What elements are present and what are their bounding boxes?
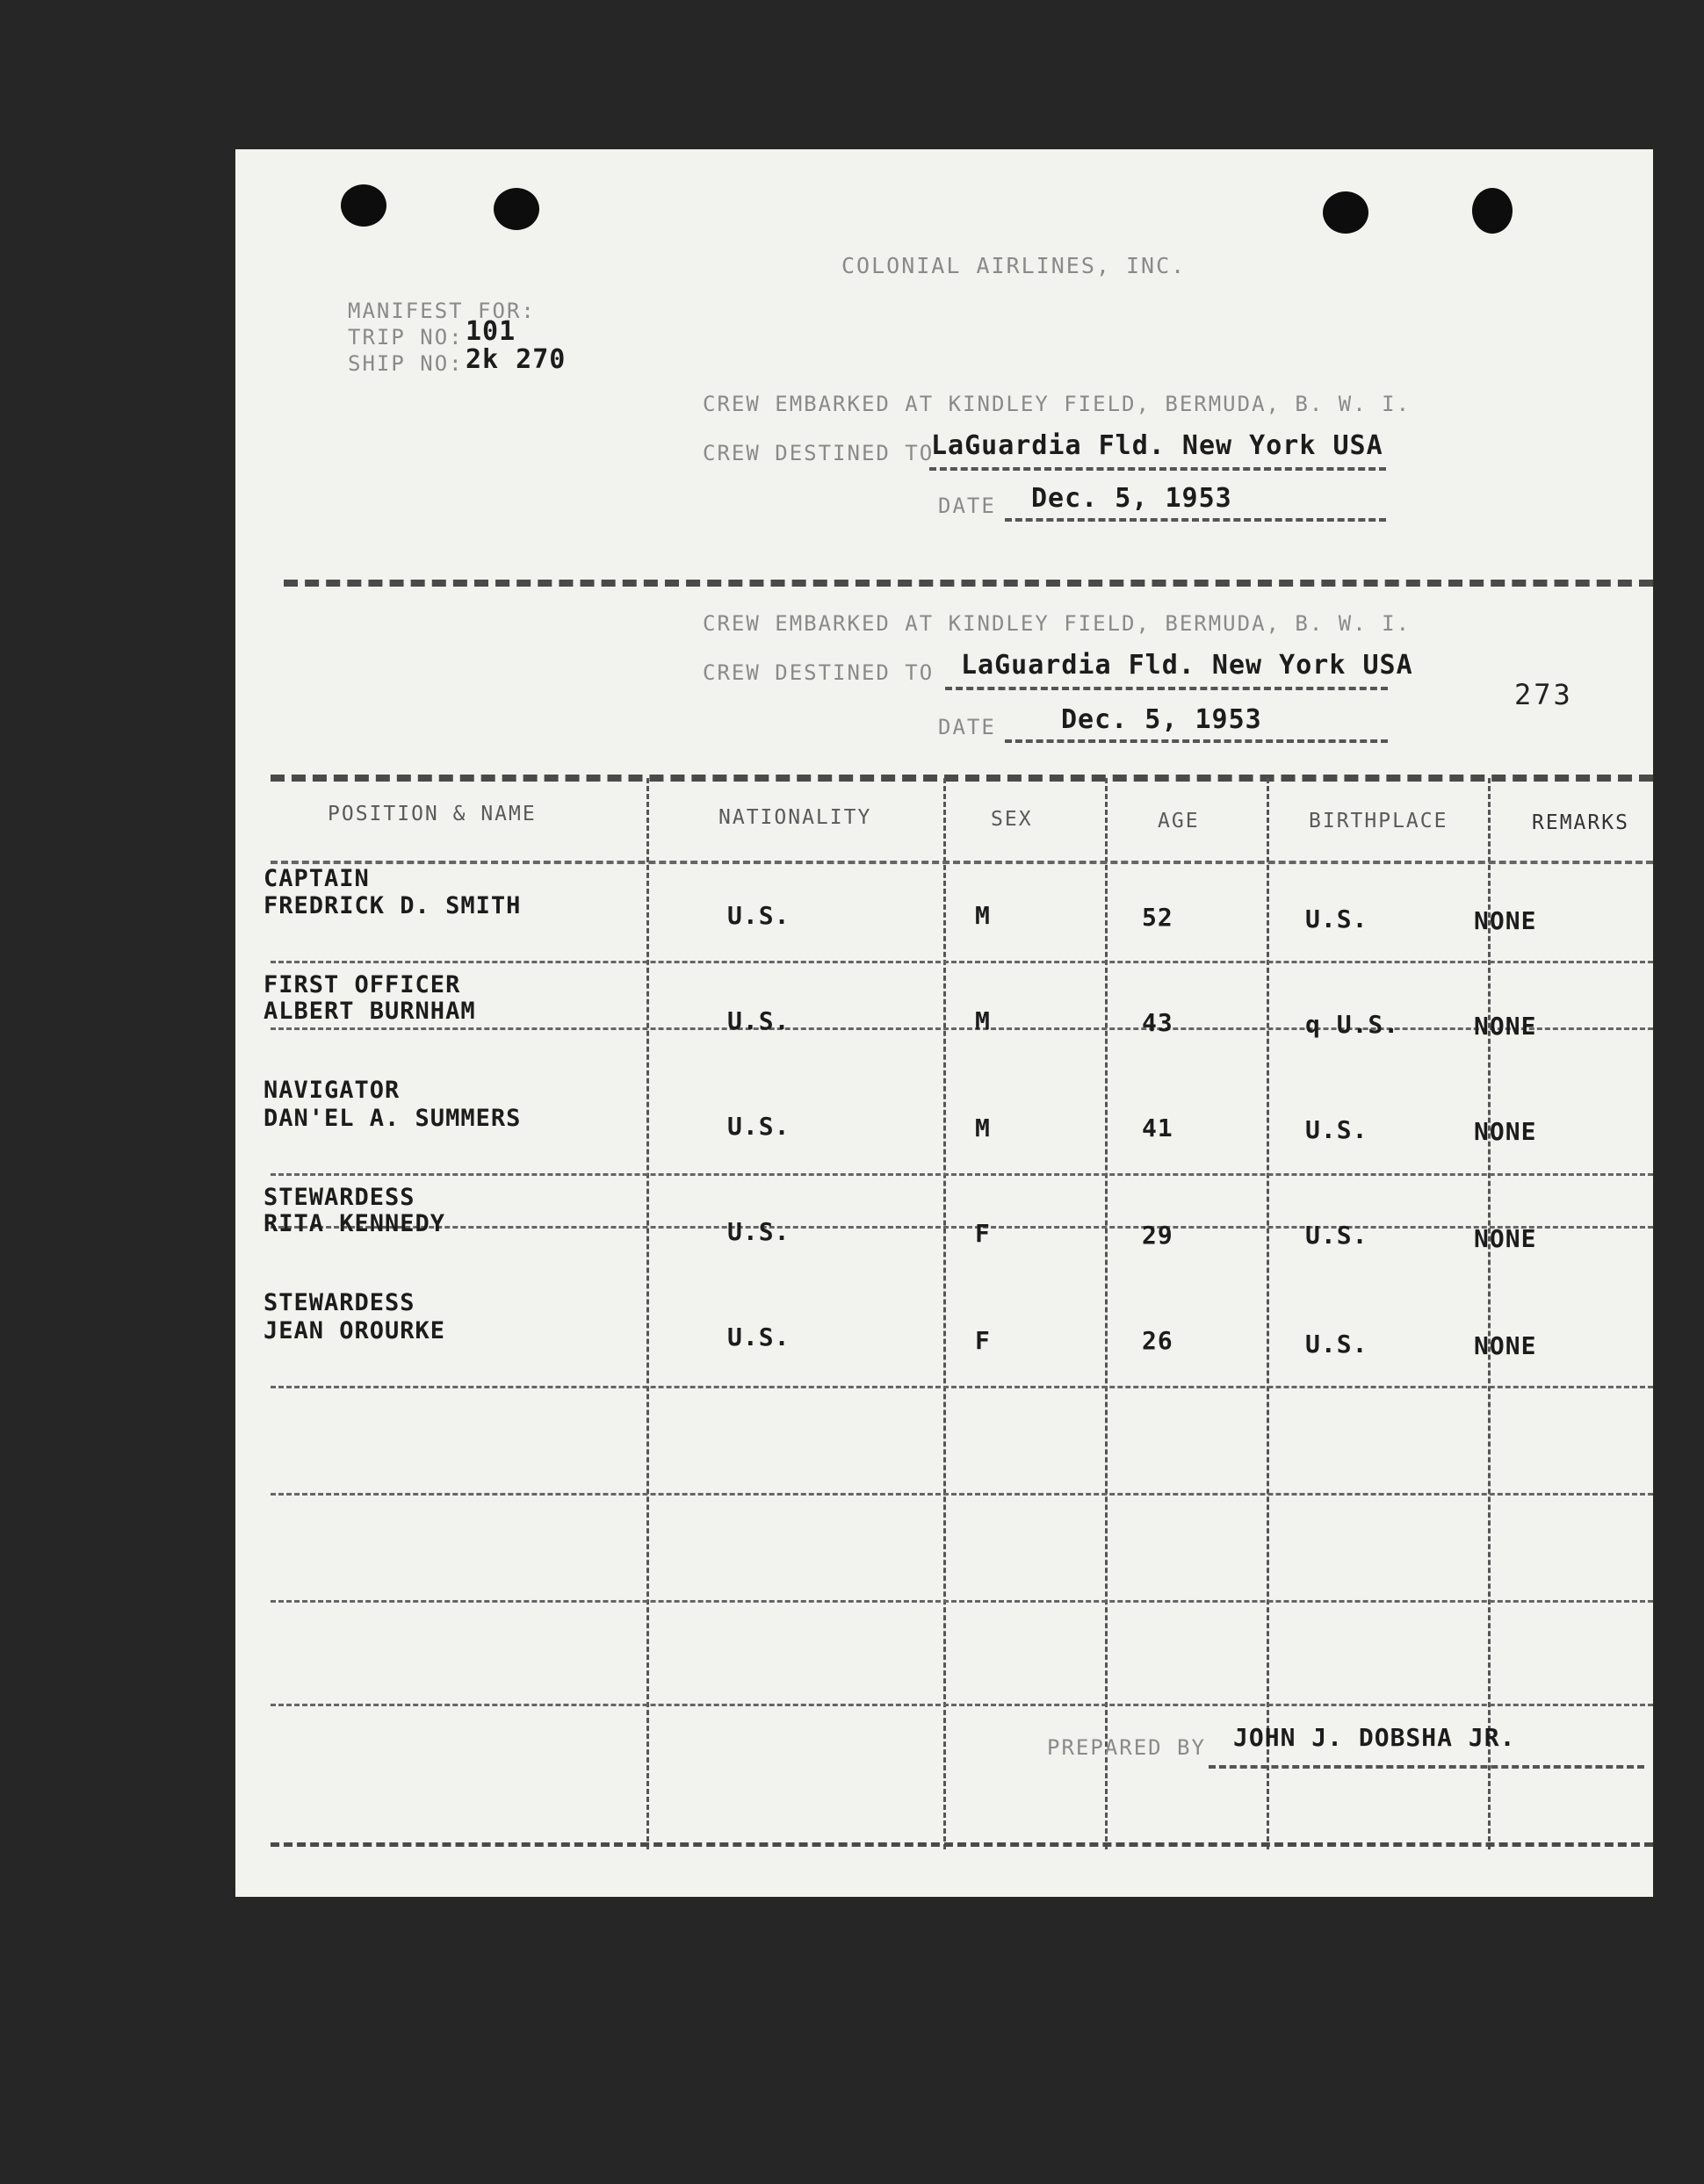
crew-name: JEAN OROURKE	[264, 1317, 446, 1344]
destination-underline	[945, 687, 1388, 690]
trip-label: TRIP NO:	[348, 325, 464, 350]
date-label-bottom: DATE	[938, 715, 996, 739]
column-divider	[1105, 778, 1108, 1849]
date-top: Dec. 5, 1953	[1031, 483, 1232, 514]
header-nationality: NATIONALITY	[718, 806, 872, 829]
crew-remarks: NONE	[1474, 1012, 1537, 1041]
company-name: COLONIAL AIRLINES, INC.	[841, 253, 1187, 278]
crew-position: STEWARDESS	[264, 1289, 415, 1316]
crew-nationality: U.S.	[727, 1217, 791, 1246]
punch-hole	[1323, 191, 1368, 234]
embarked-label-top: CREW EMBARKED AT KINDLEY FIELD, BERMUDA, B. W. I.	[703, 392, 1412, 416]
row-divider	[271, 1226, 1653, 1229]
row-divider	[271, 1704, 1653, 1706]
crew-birthplace: U.S.	[1305, 1330, 1368, 1359]
destined-label-bottom: CREW DESTINED TO	[703, 660, 935, 685]
crew-position: NAVIGATOR	[264, 1077, 401, 1104]
crew-name: FREDRICK D. SMITH	[264, 892, 522, 919]
crew-name: DAN'EL A. SUMMERS	[264, 1105, 522, 1132]
crew-sex: M	[975, 1006, 991, 1035]
row-divider	[271, 861, 1653, 864]
destination-bottom: LaGuardia Fld. New York USA	[961, 650, 1413, 681]
header-remarks: REMARKS	[1532, 811, 1629, 834]
row-divider	[271, 961, 1653, 963]
crew-age: 52	[1142, 903, 1173, 932]
ship-number: 2k 270	[466, 344, 567, 375]
crew-age: 29	[1142, 1221, 1173, 1250]
date-bottom: Dec. 5, 1953	[1061, 704, 1262, 735]
crew-birthplace: q U.S.	[1305, 1010, 1400, 1039]
manifest-page	[235, 149, 1653, 1897]
destination-top: LaGuardia Fld. New York USA	[931, 430, 1383, 461]
crew-birthplace: U.S.	[1305, 1115, 1368, 1144]
crew-sex: M	[975, 901, 991, 930]
header-age: AGE	[1158, 810, 1200, 833]
manifest-for-label: MANIFEST FOR:	[348, 299, 536, 323]
crew-age: 43	[1142, 1008, 1173, 1037]
embarked-label-bottom: CREW EMBARKED AT KINDLEY FIELD, BERMUDA, B. W. I.	[703, 611, 1412, 636]
column-divider	[1488, 778, 1491, 1849]
crew-nationality: U.S.	[727, 901, 791, 930]
section-divider	[284, 580, 1653, 587]
crew-remarks: NONE	[1474, 906, 1537, 935]
crew-position: FIRST OFFICER	[264, 971, 461, 998]
crew-position: STEWARDESS	[264, 1184, 415, 1211]
row-divider	[271, 1600, 1653, 1603]
punch-hole	[494, 188, 539, 230]
crew-birthplace: U.S.	[1305, 1221, 1368, 1250]
prepared-by-name: JOHN J. DOBSHA JR.	[1233, 1723, 1516, 1752]
crew-remarks: NONE	[1474, 1224, 1537, 1253]
date-label-top: DATE	[938, 494, 996, 518]
header-position-name: POSITION & NAME	[328, 803, 537, 825]
crew-age: 26	[1142, 1326, 1173, 1355]
header-birthplace: BIRTHPLACE	[1309, 810, 1448, 833]
prepared-by-label: PREPARED BY	[1047, 1735, 1206, 1760]
ship-label: SHIP NO:	[348, 351, 464, 376]
date-underline	[1005, 739, 1388, 743]
row-divider	[271, 1173, 1653, 1176]
crew-remarks: NONE	[1474, 1331, 1537, 1360]
crew-remarks: NONE	[1474, 1117, 1537, 1146]
crew-sex: M	[975, 1114, 991, 1142]
page-number: 273	[1514, 678, 1573, 711]
punch-hole	[341, 184, 386, 227]
table-bottom-rule	[271, 1842, 1653, 1847]
crew-nationality: U.S.	[727, 1006, 791, 1035]
table-top-rule	[271, 775, 1653, 782]
crew-age: 41	[1142, 1114, 1173, 1142]
crew-name: RITA KENNEDY	[264, 1210, 446, 1237]
destination-underline	[929, 467, 1386, 471]
prepared-by-underline	[1209, 1765, 1644, 1769]
row-divider	[271, 1493, 1653, 1496]
column-divider	[943, 778, 946, 1849]
destined-label-top: CREW DESTINED TO	[703, 441, 935, 465]
crew-sex: F	[975, 1219, 991, 1248]
crew-nationality: U.S.	[727, 1112, 791, 1141]
crew-name: ALBERT BURNHAM	[264, 998, 476, 1025]
crew-birthplace: U.S.	[1305, 905, 1368, 933]
trip-number: 101	[466, 316, 516, 347]
column-divider	[1267, 778, 1269, 1849]
crew-nationality: U.S.	[727, 1323, 791, 1351]
header-sex: SEX	[991, 808, 1033, 831]
row-divider	[271, 1386, 1653, 1388]
row-divider	[271, 1027, 1653, 1030]
crew-sex: F	[975, 1326, 991, 1355]
column-divider	[646, 778, 649, 1849]
punch-hole	[1472, 188, 1513, 234]
crew-position: CAPTAIN	[264, 865, 370, 892]
date-underline	[1005, 518, 1386, 522]
